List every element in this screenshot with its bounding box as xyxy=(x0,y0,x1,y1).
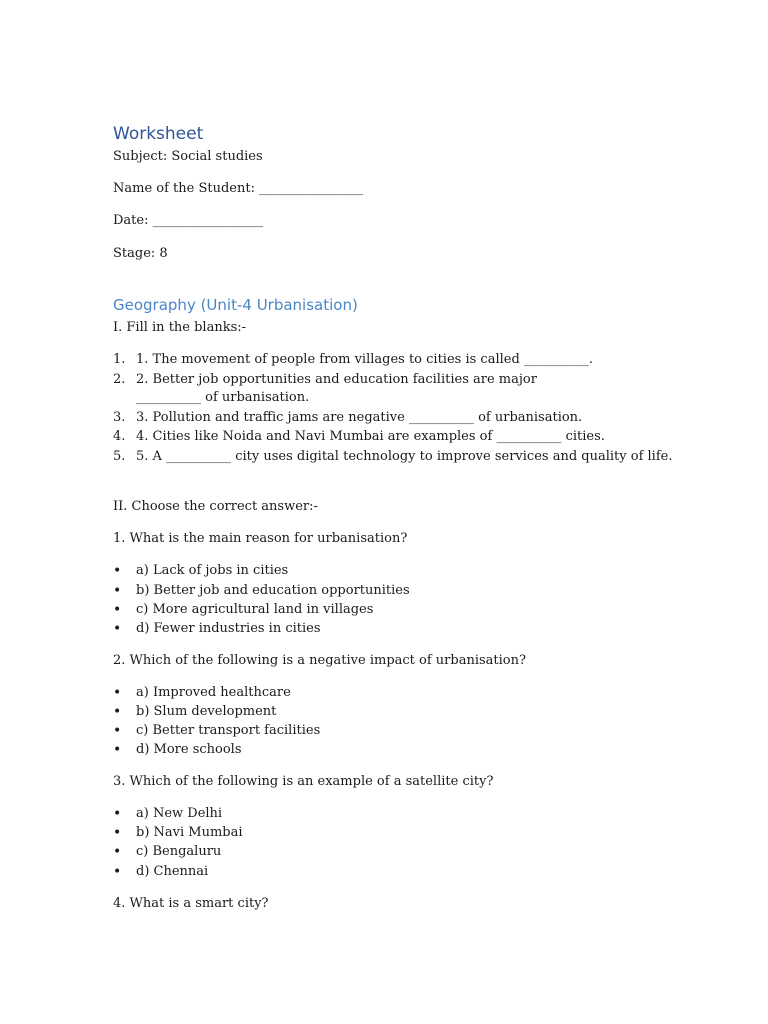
answer-option: c) Bengaluru xyxy=(136,844,222,859)
bullet-icon: • xyxy=(113,583,122,599)
mcq-heading: II. Choose the correct answer:- xyxy=(113,499,318,514)
stage-line: Stage: 8 xyxy=(113,246,168,261)
answer-option: b) Better job and education opportunities xyxy=(136,583,410,598)
answer-option: c) Better transport facilities xyxy=(136,723,321,738)
answer-option: b) Slum development xyxy=(136,704,277,719)
answer-option: c) More agricultural land in villages xyxy=(136,602,374,617)
answer-option: a) Lack of jobs in cities xyxy=(136,563,289,578)
fill-blank-item: 3. Pollution and traffic jams are negative __________ of urbanisation. xyxy=(136,410,583,425)
bullet-icon: • xyxy=(113,723,122,739)
bullet-icon: • xyxy=(113,563,122,579)
bullet-icon: • xyxy=(113,742,122,758)
answer-option: d) Chennai xyxy=(136,864,209,879)
list-number: 5. xyxy=(113,449,126,464)
bullet-icon: • xyxy=(113,844,122,860)
fill-blanks-heading: I. Fill in the blanks:- xyxy=(113,320,247,335)
bullet-icon: • xyxy=(113,685,122,701)
answer-option: b) Navi Mumbai xyxy=(136,825,243,840)
section-heading: Geography (Unit-4 Urbanisation) xyxy=(113,296,358,314)
list-number: 1. xyxy=(113,352,126,367)
bullet-icon: • xyxy=(113,621,122,637)
question-text: 3. Which of the following is an example of a satellite city? xyxy=(113,774,494,789)
answer-option: a) Improved healthcare xyxy=(136,685,291,700)
question-text: 4. What is a smart city? xyxy=(113,896,269,911)
question-text: 1. What is the main reason for urbanisation? xyxy=(113,531,408,546)
student-name-line: Name of the Student: ________________ xyxy=(113,181,364,196)
bullet-icon: • xyxy=(113,704,122,720)
fill-blank-item: 5. A __________ city uses digital technology to improve services and quality of life. xyxy=(136,449,673,464)
answer-option: d) More schools xyxy=(136,742,242,757)
worksheet-title: Worksheet xyxy=(113,124,204,144)
bullet-icon: • xyxy=(113,806,122,822)
list-number: 3. xyxy=(113,410,126,425)
list-number: 2. xyxy=(113,372,126,387)
bullet-icon: • xyxy=(113,825,122,841)
fill-blank-item: 1. The movement of people from villages to cities is called __________. xyxy=(136,352,594,367)
fill-blank-item: 4. Cities like Noida and Navi Mumbai are examples of __________ cities. xyxy=(136,429,605,444)
subject-line: Subject: Social studies xyxy=(113,149,263,164)
bullet-icon: • xyxy=(113,602,122,618)
fill-blank-item: 2. Better job opportunities and education facilities are major __________ of urbanisation. xyxy=(136,372,537,405)
answer-option: a) New Delhi xyxy=(136,806,223,821)
bullet-icon: • xyxy=(113,864,122,880)
answer-option: d) Fewer industries in cities xyxy=(136,621,321,636)
question-text: 2. Which of the following is a negative impact of urbanisation? xyxy=(113,653,526,668)
list-number: 4. xyxy=(113,429,126,444)
date-line: Date: _________________ xyxy=(113,213,264,228)
